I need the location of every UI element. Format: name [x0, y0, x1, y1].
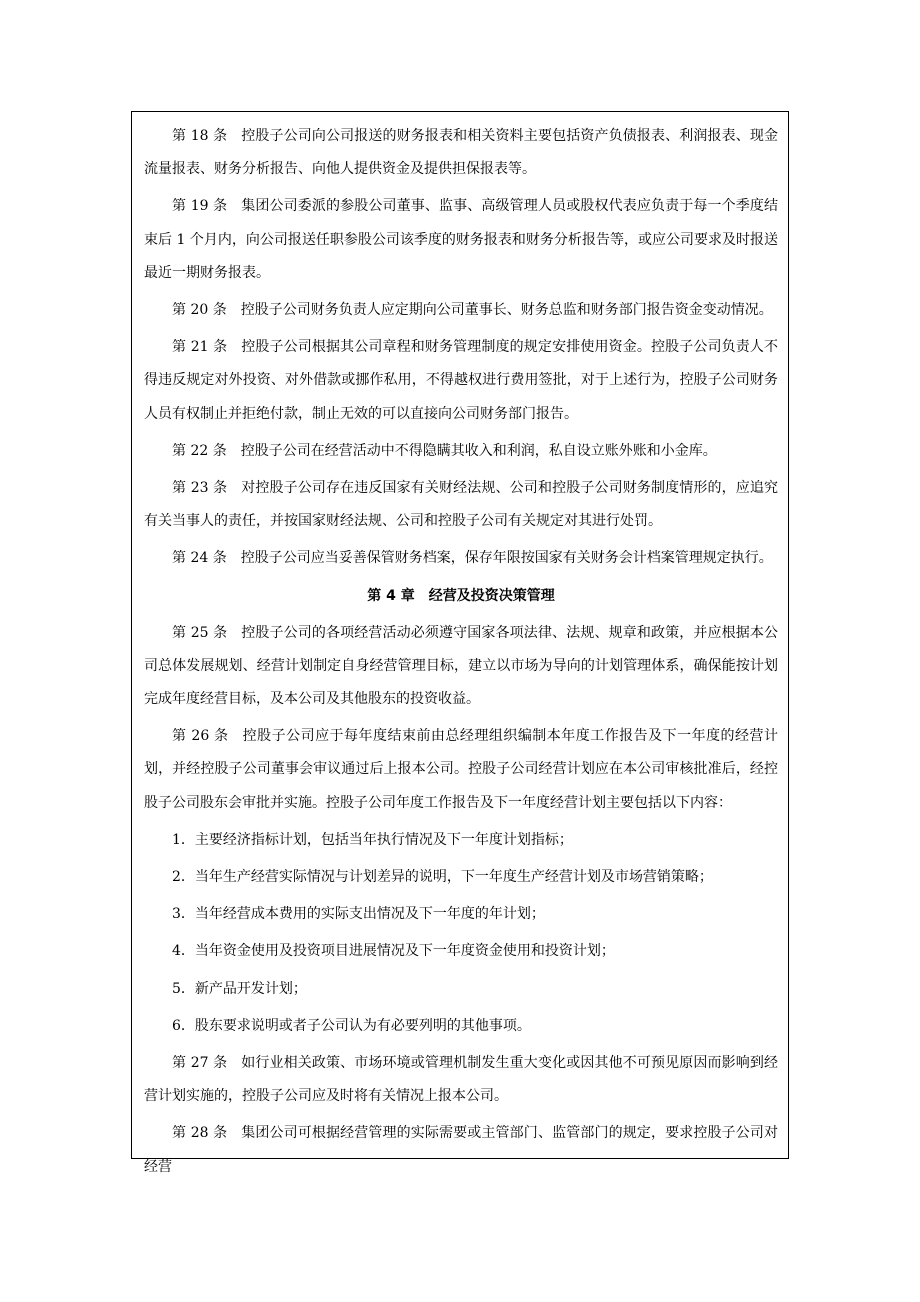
chapter-heading — [144, 580, 778, 613]
article-text: 控股子公司应当妥善保管财务档案，保存年限按国家有关财务会计档案管理规定执行。 — [240, 550, 773, 567]
article-text: 控股子公司向公司报送的财务报表和相关资料主要包括资产负债报表、利润报表、现金流量报表、财务分析报告、向他人提供资金及提供担保报表等。 — [144, 128, 778, 178]
article-22 — [144, 435, 778, 468]
article-number: 第 23 条 — [172, 480, 228, 497]
document-body — [144, 120, 778, 1188]
article-text: 集团公司委派的参股公司董事、监事、高级管理人员或股权代表应负责于每一个季度结束后 1 个月内，向公司报送任职参股公司该季度的财务报表和财务分析报告等，或应公司要求及时报送最近一期财务报表。 — [144, 198, 778, 281]
article-number: 第 27 条 — [172, 1055, 228, 1072]
article-text: 如行业相关政策、市场环境或管理机制发生重大变化或因其他不可预见原因而影响到经营计划实施的，控股子公司应及时将有关情况上报本公司。 — [144, 1055, 778, 1105]
article-text: 控股子公司财务负责人应定期向公司董事长、财务总监和财务部门报告资金变动情况。 — [240, 302, 773, 319]
article-number: 第 18 条 — [172, 128, 228, 144]
article-text: 控股子公司应于每年度结束前由总经理组织编制本年度工作报告及下一年度的经营计划，并经控股子公司董事会审议通过后上报本公司。控股子公司经营计划应在本公司审核批准后，经控股子公司股东会审批并实施。控股子公司年度工作报告及下一年度经营计划主要包括以下内容： — [144, 728, 779, 811]
article-19 — [144, 190, 778, 290]
document-frame — [131, 111, 789, 1175]
chapter-number: 第 4 章 — [367, 587, 415, 604]
article-number: 第 22 条 — [172, 442, 227, 459]
list-item: 1．主要经济指标计划，包括当年执行情况及下一年度计划指标； — [172, 831, 573, 848]
article-number: 第 20 条 — [172, 302, 227, 319]
article-number: 第 25 条 — [172, 624, 228, 641]
article-text: 控股子公司在经营活动中不得隐瞒其收入和利润，私自设立账外账和小金库。 — [240, 442, 717, 459]
list-item: 5．新产品开发计划； — [172, 980, 307, 997]
article-24 — [144, 542, 778, 575]
article-21 — [144, 331, 778, 431]
list-item: 6．股东要求说明或者子公司认为有必要列明的其他事项。 — [172, 1017, 531, 1034]
article-number: 第 19 条 — [172, 198, 228, 215]
list-item: 4．当年资金使用及投资项目进展情况及下一年度资金使用和投资计划； — [172, 943, 615, 960]
article-text: 控股子公司的各项经营活动必须遵守国家各项法律、法规、规章和政策，并应根据本公司总体发展规划、经营计划制定自身经营管理目标，建立以市场为导向的计划管理体系，确保能按计划完成年度经营目标，及本公司及其他股东的投资收益。 — [144, 624, 778, 708]
article-text: 集团公司可根据经营管理的实际需要或主管部门、监管部门的规定，要求控股子公司对经营 — [144, 1125, 778, 1175]
article-text: 对控股子公司存在违反国家有关财经法规、公司和控股子公司财务制度情形的，应追究有关当事人的责任，并按国家财经法规、公司和控股子公司有关规定对其进行处罚。 — [144, 480, 778, 530]
article-number: 第 24 条 — [172, 550, 227, 567]
chapter-title: 经营及投资决策管理 — [428, 587, 555, 604]
article-number: 第 26 条 — [172, 728, 229, 745]
article-number: 第 21 条 — [172, 339, 228, 356]
article-26 — [144, 720, 778, 820]
list-item: 3．当年经营成本费用的实际支出情况及下一年度的年计划； — [172, 906, 545, 923]
article-20 — [144, 294, 778, 327]
article-25 — [144, 617, 778, 717]
article-18 — [144, 120, 778, 186]
article-27 — [144, 1047, 778, 1113]
article-text: 控股子公司根据其公司章程和财务管理制度的规定安排使用资金。控股子公司负责人不得违反规定对外投资、对外借款或挪作私用，不得越权进行费用签批，对于上述行为，控股子公司财务人员有权制止并拒绝付款，制止无效的可以直接向公司财务部门报告。 — [144, 339, 778, 422]
article-23 — [144, 472, 778, 538]
article-number: 第 28 条 — [172, 1125, 228, 1142]
list-item: 2．当年生产经营实际情况与计划差异的说明，下一年度生产经营计划及市场营销策略； — [172, 869, 713, 886]
article-28 — [144, 1117, 778, 1183]
